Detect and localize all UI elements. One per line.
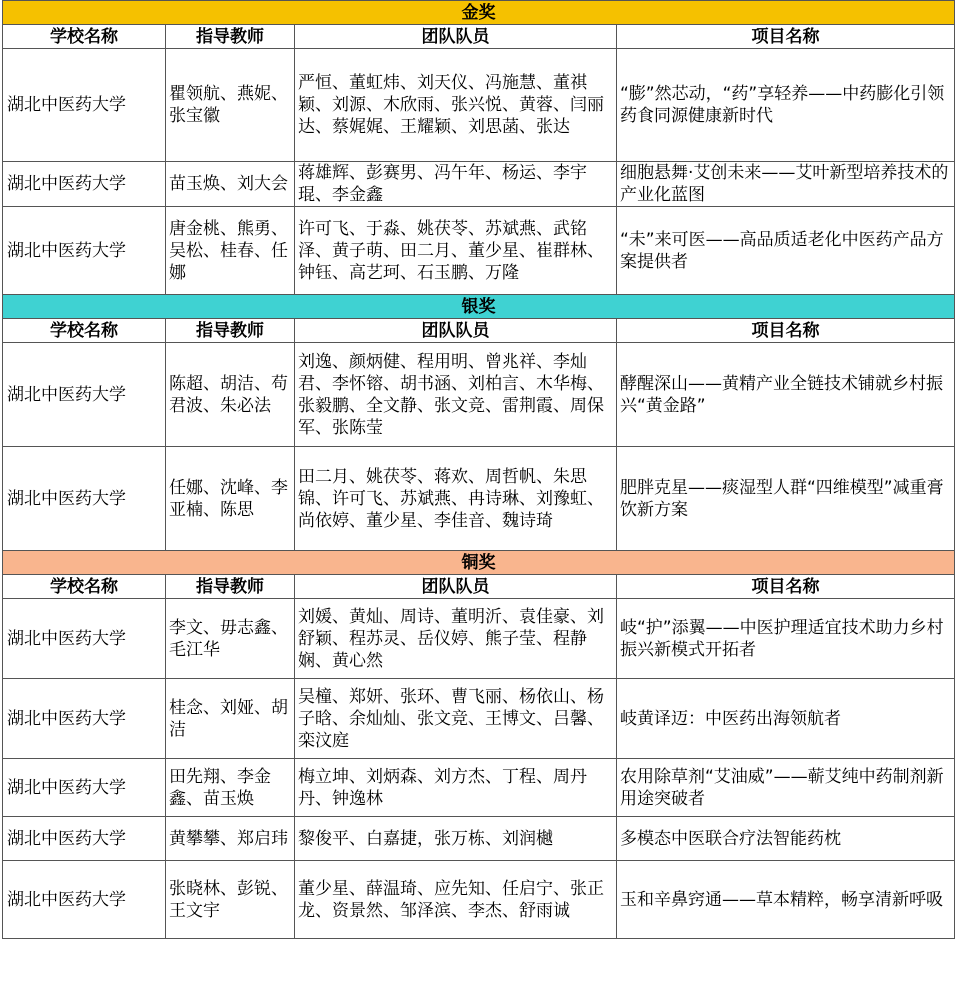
header-row <box>3 575 955 599</box>
members-cell: 许可飞、于淼、姚茯苓、苏斌燕、武铭泽、黄子萌、田二月、董少星、崔群林、钟钰、高艺珂、石玉鹏、万隆 <box>295 207 617 295</box>
teachers-cell: 黄攀攀、郑启玮 <box>166 817 295 861</box>
header-teachers: 指导教师 <box>166 25 295 49</box>
table-row <box>3 861 955 939</box>
section-title-row <box>3 295 955 319</box>
project-cell: 酵醒深山——黄精产业全链技术铺就乡村振兴“黄金路” <box>617 343 955 447</box>
teachers-cell: 陈超、胡洁、苟君波、朱必法 <box>166 343 295 447</box>
header-school: 学校名称 <box>3 575 166 599</box>
project-cell: 玉和辛鼻窍通——草本精粹，畅享清新呼吸 <box>617 861 955 939</box>
table-row <box>3 817 955 861</box>
members-cell: 黎俊平、白嘉捷，张万栋、刘润樾 <box>295 817 617 861</box>
members-cell: 严恒、董虹炜、刘天仪、冯施慧、董祺颖、刘源、木欣雨、张兴悦、黄蓉、闫丽达、蔡娓娓、王耀颖、刘思菡、张达 <box>295 49 617 162</box>
awards-table <box>2 0 955 939</box>
school-cell: 湖北中医药大学 <box>3 599 166 679</box>
school-cell: 湖北中医药大学 <box>3 162 166 207</box>
header-teachers: 指导教师 <box>166 319 295 343</box>
header-row <box>3 319 955 343</box>
header-row <box>3 25 955 49</box>
table-row <box>3 343 955 447</box>
table-row <box>3 679 955 759</box>
header-members: 团队队员 <box>295 575 617 599</box>
project-cell: 肥胖克星——痰湿型人群“四维模型”减重膏饮新方案 <box>617 447 955 551</box>
school-cell: 湖北中医药大学 <box>3 861 166 939</box>
section-title-row <box>3 1 955 25</box>
members-cell: 梅立坤、刘炳森、刘方杰、丁程、周丹丹、钟逸林 <box>295 759 617 817</box>
table-row <box>3 447 955 551</box>
table-row <box>3 49 955 162</box>
section-title: 金奖 <box>3 1 955 25</box>
members-cell: 刘逸、颜炳健、程用明、曾兆祥、李灿君、李怀镕、胡书涵、刘柏言、木华梅、张毅鹏、全文静、张文竞、雷荆霞、周保军、张陈莹 <box>295 343 617 447</box>
section-title: 银奖 <box>3 295 955 319</box>
project-cell: 农用除草剂“艾油威”——蕲艾纯中药制剂新用途突破者 <box>617 759 955 817</box>
project-cell: 多模态中医联合疗法智能药枕 <box>617 817 955 861</box>
header-project: 项目名称 <box>617 25 955 49</box>
section-title-row <box>3 551 955 575</box>
school-cell: 湖北中医药大学 <box>3 447 166 551</box>
header-school: 学校名称 <box>3 319 166 343</box>
table-row <box>3 207 955 295</box>
header-members: 团队队员 <box>295 25 617 49</box>
members-cell: 田二月、姚茯苓、蒋欢、周哲帆、朱思锦、许可飞、苏斌燕、冉诗琳、刘豫虹、尚依婷、董少星、李佳音、魏诗琦 <box>295 447 617 551</box>
project-cell: “膨”然芯动，“药”享轻养——中药膨化引领药食同源健康新时代 <box>617 49 955 162</box>
school-cell: 湖北中医药大学 <box>3 679 166 759</box>
members-cell: 吴橦、郑妍、张环、曹飞丽、杨依山、杨子晗、余灿灿、张文竞、王博文、吕馨、栾汶庭 <box>295 679 617 759</box>
school-cell: 湖北中医药大学 <box>3 49 166 162</box>
school-cell: 湖北中医药大学 <box>3 207 166 295</box>
teachers-cell: 桂念、刘娅、胡洁 <box>166 679 295 759</box>
members-cell: 刘媛、黄灿、周诗、董明沂、袁佳豪、刘舒颖、程苏灵、岳仪婷、熊子莹、程静娴、黄心然 <box>295 599 617 679</box>
school-cell: 湖北中医药大学 <box>3 759 166 817</box>
project-cell: 岐黄译迈：中医药出海领航者 <box>617 679 955 759</box>
table-row <box>3 759 955 817</box>
section-title: 铜奖 <box>3 551 955 575</box>
project-cell: “未”来可医——高品质适老化中医药产品方案提供者 <box>617 207 955 295</box>
header-school: 学校名称 <box>3 25 166 49</box>
school-cell: 湖北中医药大学 <box>3 817 166 861</box>
members-cell: 董少星、薛温琦、应先知、任启宁、张正龙、资景然、邹泽滨、李杰、舒雨诚 <box>295 861 617 939</box>
table-row <box>3 162 955 207</box>
teachers-cell: 张晓林、彭锐、王文宇 <box>166 861 295 939</box>
teachers-cell: 田先翔、李金鑫、苗玉焕 <box>166 759 295 817</box>
table-row <box>3 599 955 679</box>
project-cell: 细胞悬舞·艾创未来——艾叶新型培养技术的产业化蓝图 <box>617 162 955 207</box>
awards-table-body <box>3 1 955 939</box>
header-project: 项目名称 <box>617 575 955 599</box>
members-cell: 蒋雄辉、彭赛男、冯午年、杨运、李宇琨、李金鑫 <box>295 162 617 207</box>
school-cell: 湖北中医药大学 <box>3 343 166 447</box>
teachers-cell: 唐金桃、熊勇、吴松、桂春、任娜 <box>166 207 295 295</box>
teachers-cell: 瞿领航、燕妮、张宝徽 <box>166 49 295 162</box>
header-members: 团队队员 <box>295 319 617 343</box>
header-project: 项目名称 <box>617 319 955 343</box>
teachers-cell: 李文、毋志鑫、毛江华 <box>166 599 295 679</box>
header-teachers: 指导教师 <box>166 575 295 599</box>
teachers-cell: 任娜、沈峰、李亚楠、陈思 <box>166 447 295 551</box>
teachers-cell: 苗玉焕、刘大会 <box>166 162 295 207</box>
project-cell: 岐“护”添翼——中医护理适宜技术助力乡村振兴新模式开拓者 <box>617 599 955 679</box>
